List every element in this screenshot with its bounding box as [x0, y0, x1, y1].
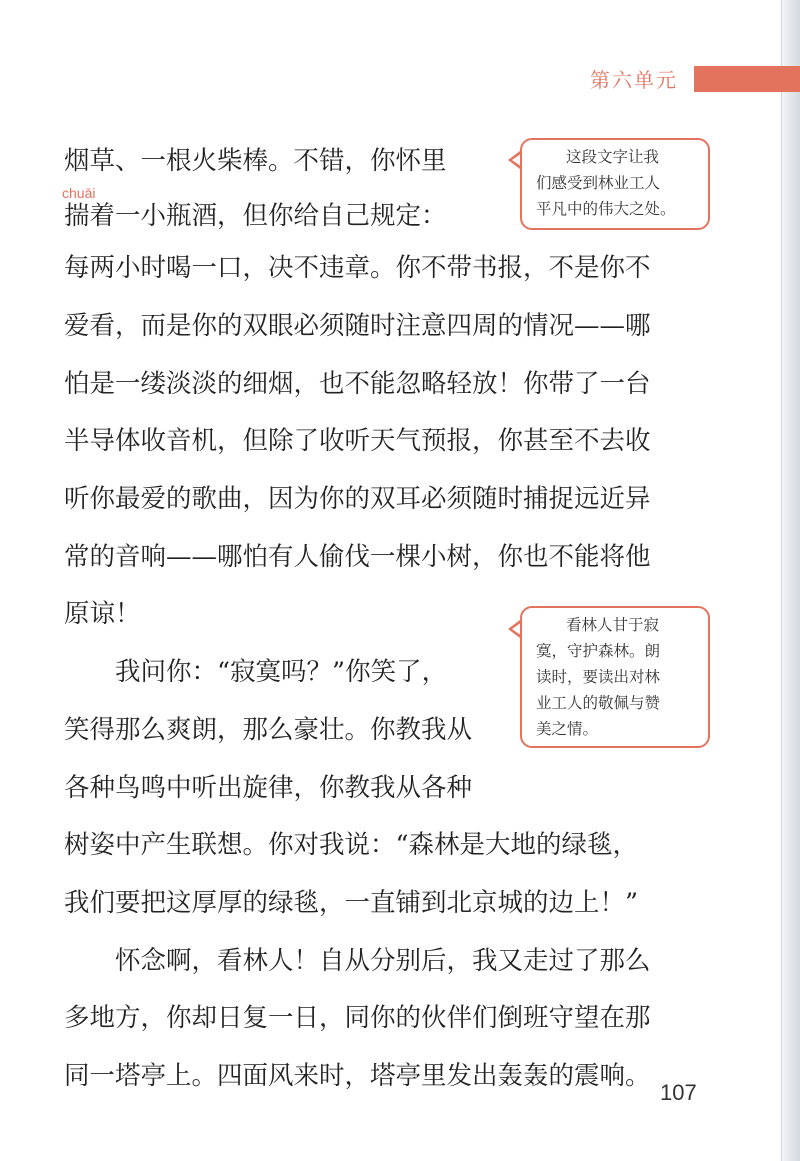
body-line-1: 烟草、一根火柴棒。不错，你怀里 — [64, 146, 447, 176]
note-2-line-3: 读时，要读出对林 — [536, 668, 661, 686]
body-line-8: 常的音响——哪怕有人偷伐一棵小树，你也不能将他 — [64, 542, 651, 572]
body-line-2: 揣着一小瓶酒，但你给自己规定： — [64, 201, 447, 231]
body-line-9: 原谅！ — [64, 599, 141, 629]
body-line-5: 怕是一缕淡淡的细烟，也不能忽略轻放！你带了一台 — [64, 369, 651, 399]
margin-note-1 — [520, 138, 710, 230]
note-2-line-1: 看林人甘于寂 — [566, 616, 660, 634]
note-2-line-5: 美之情。 — [536, 720, 599, 738]
unit-tab-bar — [694, 66, 800, 92]
note-2-line-4: 业工人的敬佩与赞 — [536, 694, 661, 712]
body-line-11: 笑得那么爽朗，那么豪壮。你教我从 — [64, 715, 473, 745]
page-number: 107 — [660, 1080, 697, 1105]
body-line-12: 各种鸟鸣中听出旋律，你教我从各种 — [64, 773, 473, 803]
body-line-10: 我问你：“寂寞吗？”你笑了， — [64, 657, 448, 687]
note-1-line-1: 这段文字让我 — [566, 148, 660, 166]
body-line-7: 听你最爱的歌曲，因为你的双耳必须随时捕捉远近异 — [64, 484, 651, 514]
unit-label: 第六单元 — [590, 68, 678, 92]
body-line-4: 爱看，而是你的双眼必须随时注意四周的情况——哪 — [64, 311, 651, 341]
body-line-3: 每两小时喝一口，决不违章。你不带书报，不是你不 — [64, 253, 651, 283]
body-line-6: 半导体收音机，但除了收听天气预报，你甚至不去收 — [64, 426, 651, 456]
note-1-line-2: 们感受到林业工人 — [536, 174, 661, 192]
note-2-line-2: 寞，守护森林。朗 — [536, 642, 661, 660]
margin-note-2 — [520, 606, 710, 748]
pinyin-annotation: chuāi — [62, 185, 96, 201]
note-1-line-3: 平凡中的伟大之处。 — [536, 200, 676, 218]
body-line-17: 同一塔亭上。四面风来时，塔亭里发出轰轰的震响。 — [64, 1061, 651, 1091]
body-line-14: 我们要把这厚厚的绿毯，一直铺到北京城的边上！” — [64, 888, 639, 918]
page-edge — [781, 0, 800, 1161]
body-line-16: 多地方，你却日复一日，同你的伙伴们倒班守望在那 — [64, 1003, 651, 1033]
body-line-13: 树姿中产生联想。你对我说：“森林是大地的绿毯， — [64, 830, 639, 860]
body-line-15: 怀念啊，看林人！自从分别后，我又走过了那么 — [64, 946, 651, 976]
